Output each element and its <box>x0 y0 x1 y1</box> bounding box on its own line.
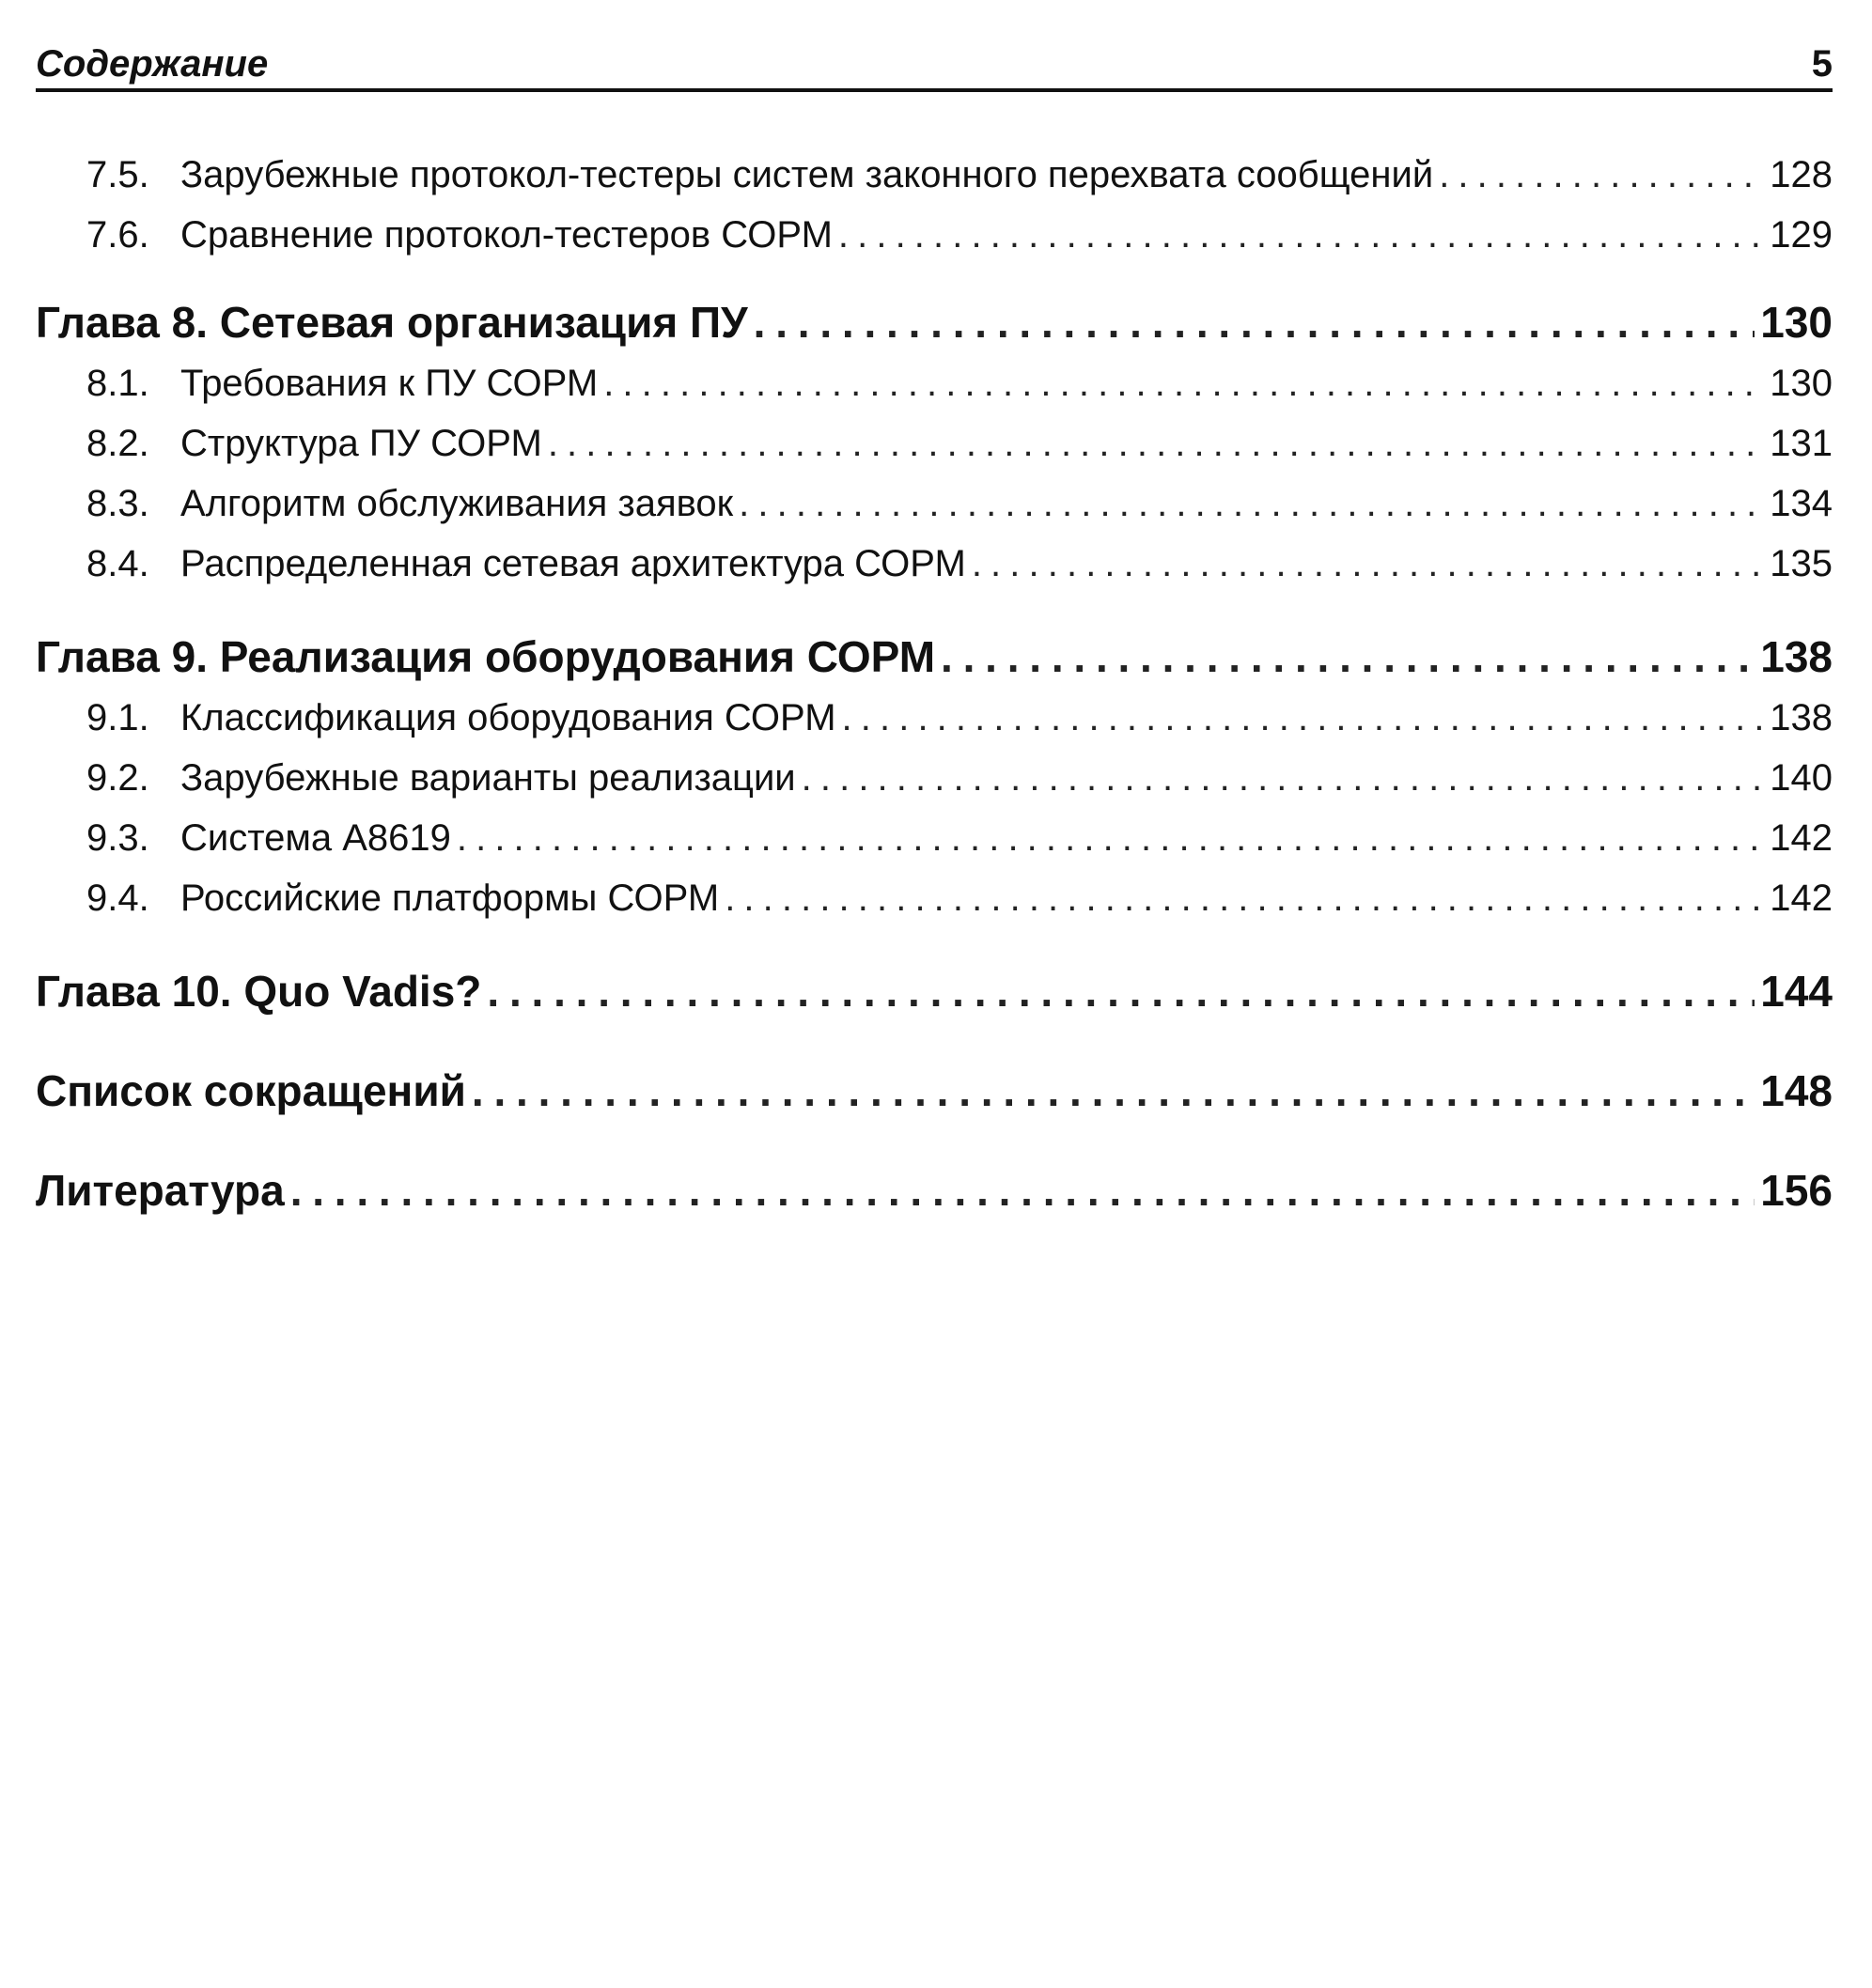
section-title: Требования к ПУ СОРМ <box>180 363 599 404</box>
section-title: Система А8619 <box>180 817 451 859</box>
dot-leader <box>548 423 1764 465</box>
toc-entry-9-1[interactable] <box>36 697 1833 757</box>
toc-chapter-10[interactable] <box>36 966 1833 1032</box>
section-page: 135 <box>1770 543 1833 584</box>
toc-entry-8-3[interactable] <box>36 483 1833 543</box>
dot-leader <box>754 297 1755 348</box>
toc-entry-8-4[interactable] <box>36 543 1833 603</box>
dot-leader <box>725 878 1764 920</box>
section-page: 142 <box>1770 817 1833 859</box>
section-page: 130 <box>1770 363 1833 404</box>
chapter-page: 144 <box>1760 967 1833 1016</box>
dot-leader <box>972 543 1764 585</box>
section-page: 134 <box>1770 483 1833 524</box>
toc-entry-9-2[interactable] <box>36 757 1833 817</box>
section-title: Структура ПУ СОРМ <box>180 423 542 464</box>
toc-abbreviations[interactable] <box>36 1065 1833 1131</box>
toc-entry-8-1[interactable] <box>36 363 1833 423</box>
section-page: 142 <box>1770 878 1833 919</box>
toc-entry-7-5[interactable] <box>36 154 1833 214</box>
section-page: 129 <box>1770 214 1833 256</box>
section-number: 9.4. <box>86 878 149 919</box>
chapter-page: 138 <box>1760 632 1833 681</box>
chapter-page: 148 <box>1760 1066 1833 1115</box>
dot-leader <box>838 214 1764 256</box>
running-header <box>36 26 1833 92</box>
chapter-title: Литература <box>36 1166 285 1215</box>
dot-leader <box>842 697 1765 739</box>
chapter-title: Глава 8. Сетевая организация ПУ <box>36 298 748 347</box>
dot-leader <box>457 817 1764 860</box>
section-title: Сравнение протокол-тестеров СОРМ <box>180 214 833 256</box>
section-number: 8.4. <box>86 543 149 584</box>
header-page-number: 5 <box>1811 43 1833 85</box>
toc-chapter-9[interactable] <box>36 631 1833 697</box>
section-number: 8.3. <box>86 483 149 524</box>
dot-leader <box>603 363 1764 405</box>
section-page: 128 <box>1770 154 1833 195</box>
section-number: 7.6. <box>86 214 149 256</box>
section-number: 8.2. <box>86 423 149 464</box>
toc-literature[interactable] <box>36 1165 1833 1231</box>
dot-leader <box>487 966 1755 1017</box>
dot-leader <box>802 757 1765 800</box>
chapter-title: Глава 10. Quo Vadis? <box>36 967 482 1016</box>
table-of-contents <box>36 154 1833 1231</box>
toc-entry-8-2[interactable] <box>36 423 1833 483</box>
section-title: Зарубежные варианты реализации <box>180 757 796 799</box>
dot-leader <box>941 631 1755 682</box>
section-number: 7.5. <box>86 154 149 195</box>
toc-entry-9-4[interactable] <box>36 878 1833 938</box>
dot-leader <box>1439 154 1764 196</box>
dot-leader <box>472 1065 1755 1116</box>
section-title: Распределенная сетевая архитектура СОРМ <box>180 543 966 584</box>
chapter-page: 130 <box>1760 298 1833 347</box>
section-page: 140 <box>1770 757 1833 799</box>
section-number: 9.2. <box>86 757 149 799</box>
section-page: 131 <box>1770 423 1833 464</box>
chapter-title: Список сокращений <box>36 1066 466 1115</box>
chapter-page: 156 <box>1760 1166 1833 1215</box>
section-title: Классификация оборудования СОРМ <box>180 697 836 738</box>
document-page <box>36 26 1833 1231</box>
section-title: Зарубежные протокол-тестеры систем законного перехвата сообщений <box>180 154 1434 195</box>
section-number: 8.1. <box>86 363 149 404</box>
section-title: Алгоритм обслуживания заявок <box>180 483 734 524</box>
toc-entry-7-6[interactable] <box>36 214 1833 274</box>
toc-chapter-8[interactable] <box>36 297 1833 363</box>
toc-entry-9-3[interactable] <box>36 817 1833 878</box>
section-number: 9.3. <box>86 817 149 859</box>
section-title: Российские платформы СОРМ <box>180 878 720 919</box>
chapter-title: Глава 9. Реализация оборудования СОРМ <box>36 632 936 681</box>
section-number: 9.1. <box>86 697 149 738</box>
header-title: Содержание <box>36 43 269 85</box>
dot-leader <box>739 483 1764 525</box>
dot-leader <box>290 1165 1755 1216</box>
section-page: 138 <box>1770 697 1833 738</box>
